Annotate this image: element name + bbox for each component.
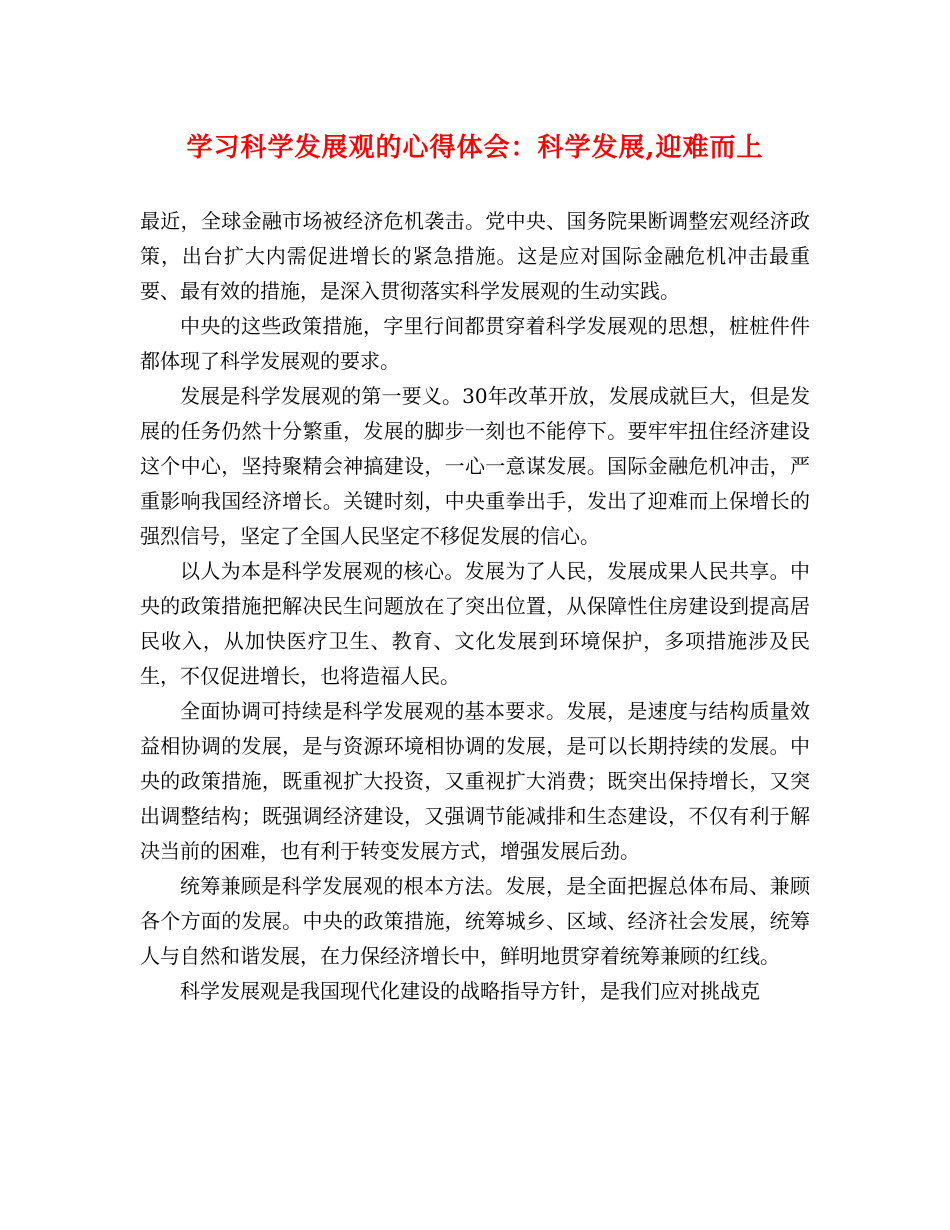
paragraph-5: 全面协调可持续是科学发展观的基本要求。发展，是速度与结构质量效益相协调的发展，是与资源环境相协调的发展，是可以长期持续的发展。中央的政策措施，既重视扩大投资，又重视扩大消费；既突出保持增长，又突出调整结构；既强调经济建设，又强调节能减排和生态建设，不仅有利于解决当前的困难，也有利于转变发展方式，增强发展后劲。	[140, 699, 810, 863]
paragraph-2: 中央的这些政策措施，字里行间都贯穿着科学发展观的思想，桩桩件件都体现了科学发展观的要求。	[140, 314, 810, 373]
paragraph-4: 以人为本是科学发展观的核心。发展为了人民，发展成果人民共享。中央的政策措施把解决民生问题放在了突出位置，从保障性住房建设到提高居民收入，从加快医疗卫生、教育、文化发展到环境保护，多项措施涉及民生，不仅促进增长，也将造福人民。	[140, 559, 810, 688]
paragraph-1: 最近，全球金融市场被经济危机袭击。党中央、国务院果断调整宏观经济政策，出台扩大内需促进增长的紧急措施。这是应对国际金融危机冲击最重要、最有效的措施，是深入贯彻落实科学发展观的生动实践。	[140, 209, 810, 303]
document-title: 学习科学发展观的心得体会：科学发展,迎难而上	[186, 133, 764, 163]
paragraph-6: 统筹兼顾是科学发展观的根本方法。发展，是全面把握总体布局、兼顾各个方面的发展。中央的政策措施，统筹城乡、区域、经济社会发展，统筹人与自然和谐发展，在力保经济增长中，鲜明地贯穿着统筹兼顾的红线。	[140, 874, 810, 968]
paragraph-3: 发展是科学发展观的第一要义。30年改革开放，发展成就巨大，但是发展的任务仍然十分繁重，发展的脚步一刻也不能停下。要牢牢扭住经济建设这个中心，坚持聚精会神搞建设，一心一意谋发展。国际金融危机冲击，严重影响我国经济增长。关键时刻，中央重拳出手，发出了迎难而上保增长的强烈信号，坚定了全国人民坚定不移促发展的信心。	[140, 384, 810, 548]
paragraph-7: 科学发展观是我国现代化建设的战略指导方针，是我们应对挑战克	[180, 979, 760, 1003]
document-body	[140, 204, 810, 1009]
